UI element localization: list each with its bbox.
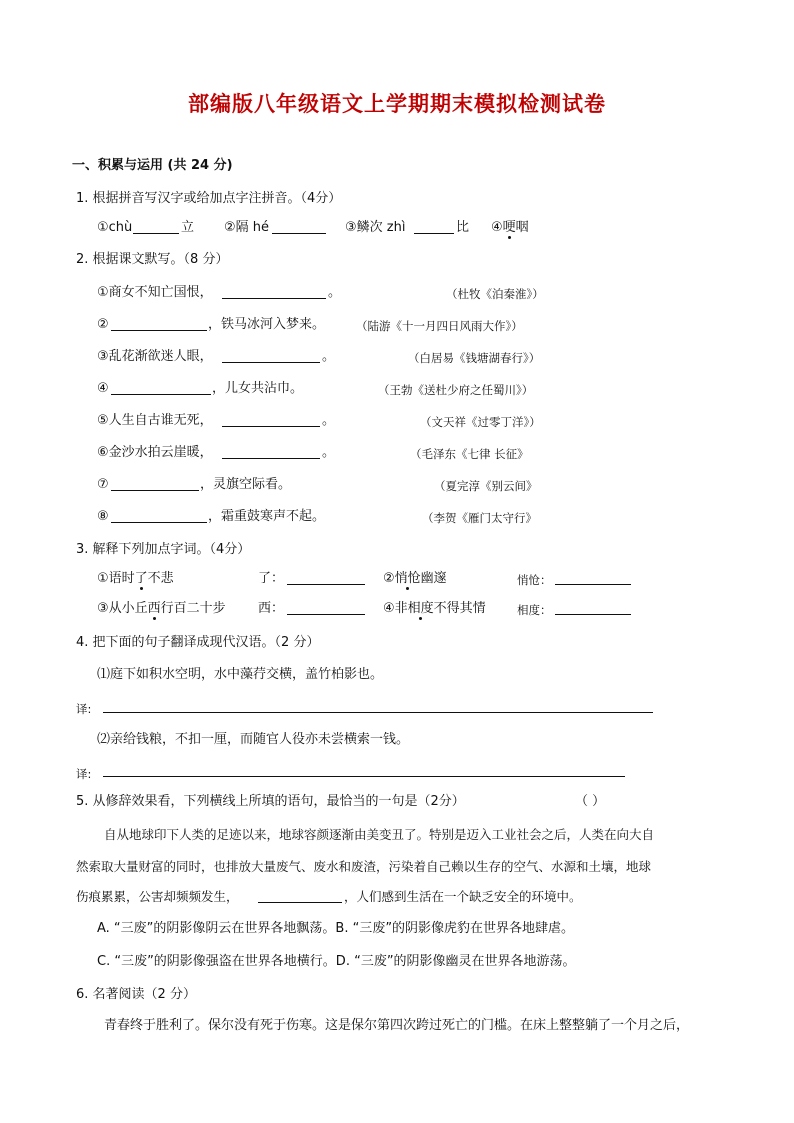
q2-line5-blank[interactable] — [222, 426, 320, 427]
page-title: 部编版八年级语文上学期期末模拟检测试卷 — [188, 91, 606, 116]
q4-translate-label-1: 译: — [76, 702, 92, 716]
q3-item-b-blank[interactable] — [555, 584, 631, 585]
q2-line6-end: 。 — [322, 445, 336, 460]
q1-item3-blank[interactable] — [414, 233, 454, 234]
q3-item-d: ④非相度不得其情 — [383, 601, 486, 616]
q2-line6-blank[interactable] — [222, 458, 320, 459]
q4-translate-line-2[interactable] — [103, 776, 625, 777]
q5-paragraph-line1: 自从地球印下人类的足迹以来，地球容颜逐渐由美变丑了。特别是迈入工业社会之后，人类在向大自 — [104, 827, 655, 842]
q3-item-d-blank[interactable] — [555, 614, 631, 615]
section-heading: 一、积累与运用 (共 24 分) — [72, 158, 233, 173]
q3-item-c: ③从小丘西行百二十步 — [97, 601, 226, 616]
q2-line2-text: ，铁马冰河入梦来。 — [208, 317, 326, 332]
q4-translate-label-2: 译: — [76, 767, 92, 781]
q2-line8-blank[interactable] — [111, 522, 207, 523]
q1-item3-tail: 比 — [456, 220, 470, 235]
q2-line8-num: ⑧ — [97, 509, 109, 524]
q3-item-a-blank[interactable] — [287, 584, 365, 585]
question-4-stem: 4. 把下面的句子翻译成现代汉语。（2 分） — [76, 635, 320, 650]
q2-line2-blank[interactable] — [111, 330, 207, 331]
q2-line1-blank[interactable] — [222, 298, 326, 299]
q3-item-c-label: 西： — [258, 601, 285, 616]
q2-line1-source: （杜牧《泊秦淮》） — [446, 287, 544, 301]
q2-line3-blank[interactable] — [222, 362, 320, 363]
q2-line8-text: ，霜重鼓寒声不起。 — [208, 509, 326, 524]
q3-item-b-label: 悄怆： — [517, 573, 552, 587]
q4-sentence-2: ⑵亲给钱粮，不扣一厘，而随官人役亦未尝横索一钱。 — [97, 732, 410, 747]
q1-item1-tail: 立 — [181, 220, 195, 235]
dotted-char: 悄怆 — [394, 571, 421, 586]
q5-paragraph-line3-b: ，人们感到生活在一个缺乏安全的环境中。 — [344, 889, 582, 904]
q2-line4-text: ，儿女共沾巾。 — [212, 381, 304, 396]
q2-line7-num: ⑦ — [97, 477, 109, 492]
q1-item1-blank[interactable] — [133, 233, 179, 234]
q5-answer-bracket[interactable]: （ ） — [575, 794, 606, 809]
q2-line6-source: （毛泽东《七律 长征》 — [410, 447, 529, 461]
q2-line6-text: ⑥金沙水拍云崖暖， — [97, 445, 213, 460]
q5-options-ab: A. “三废”的阴影像阴云在世界各地飘荡。B. “三废”的阴影像虎豹在世界各地肆虐。 — [97, 921, 575, 936]
q1-item3-label: ③鳞次 zhì — [345, 220, 406, 235]
q3-item-a: ①语时了不悲 — [97, 571, 174, 586]
q2-line3-end: 。 — [322, 349, 336, 364]
q1-item1-label: ①chù — [97, 220, 133, 235]
q2-line3-text: ③乱花渐欲迷人眼， — [97, 349, 213, 364]
question-5-stem: 5. 从修辞效果看，下列横线上所填的语句，最恰当的一句是（2分） — [76, 794, 465, 809]
q2-line3-source: （白居易《钱塘湖春行》） — [408, 351, 541, 365]
q5-paragraph-line3-a: 伤痕累累，公害却频频发生， — [76, 889, 239, 904]
question-1-stem: 1. 根据拼音写汉字或给加点字注拼音。（4分） — [76, 191, 342, 206]
q2-line5-end: 。 — [322, 413, 336, 428]
q2-line5-source: （文天祥《过零丁洋》） — [420, 415, 541, 429]
dotted-char: 了 — [134, 571, 148, 586]
dotted-char: 哽 — [502, 220, 516, 235]
question-2-stem: 2. 根据课文默写。（8 分） — [76, 252, 229, 267]
q2-line2-source: （陆游《十一月四日风雨大作》） — [356, 319, 523, 333]
q1-item2-blank[interactable] — [272, 233, 326, 234]
q2-line8-source: （李贺《雁门太守行》 — [422, 511, 537, 525]
q2-line4-num: ④ — [97, 381, 109, 396]
q2-line7-blank[interactable] — [111, 490, 199, 491]
dotted-char: 相度 — [407, 601, 434, 616]
q2-line1-text: ①商女不知亡国恨， — [97, 285, 213, 300]
q2-line4-source: （王勃《送杜少府之任蜀川》） — [378, 383, 534, 397]
q2-line2-num: ② — [97, 317, 109, 332]
q2-line5-text: ⑤人生自古谁无死， — [97, 413, 213, 428]
q3-item-b: ②悄怆幽邃 — [383, 571, 447, 586]
q2-line4-blank[interactable] — [111, 394, 211, 395]
q5-options-cd: C. “三废”的阴影像强盗在世界各地横行。D. “三废”的阴影像幽灵在世界各地游荡。 — [97, 954, 576, 969]
q3-item-d-label: 相度： — [517, 603, 552, 617]
q5-fill-blank[interactable] — [258, 902, 342, 903]
question-6-stem: 6. 名著阅读（2 分） — [76, 987, 196, 1002]
q2-line7-source: （夏完淳《别云间》 — [434, 479, 538, 493]
q1-item2-label: ②隔 hé — [224, 220, 270, 235]
q5-paragraph-line2: 然索取大量财富的同时，也排放大量废气、废水和废渣，污染着自己赖以生存的空气、水源和土壤，地球 — [76, 859, 652, 874]
q1-item4: ④哽咽 — [491, 220, 529, 235]
q6-paragraph-line1: 青春终于胜利了。保尔没有死于伤寒。这是保尔第四次跨过死亡的门槛。在床上整整躺了一个月之后， — [104, 1018, 690, 1033]
q2-line1-end: 。 — [328, 285, 342, 300]
q3-item-c-blank[interactable] — [287, 614, 365, 615]
q2-line7-text: ，灵旗空际看。 — [200, 477, 292, 492]
q4-translate-line-1[interactable] — [103, 712, 653, 713]
q3-item-a-label: 了： — [258, 571, 285, 586]
dotted-char: 西 — [147, 601, 161, 616]
question-3-stem: 3. 解释下列加点字词。（4分） — [76, 542, 251, 557]
q4-sentence-1: ⑴庭下如积水空明，水中藻荇交横，盖竹柏影也。 — [97, 667, 384, 682]
